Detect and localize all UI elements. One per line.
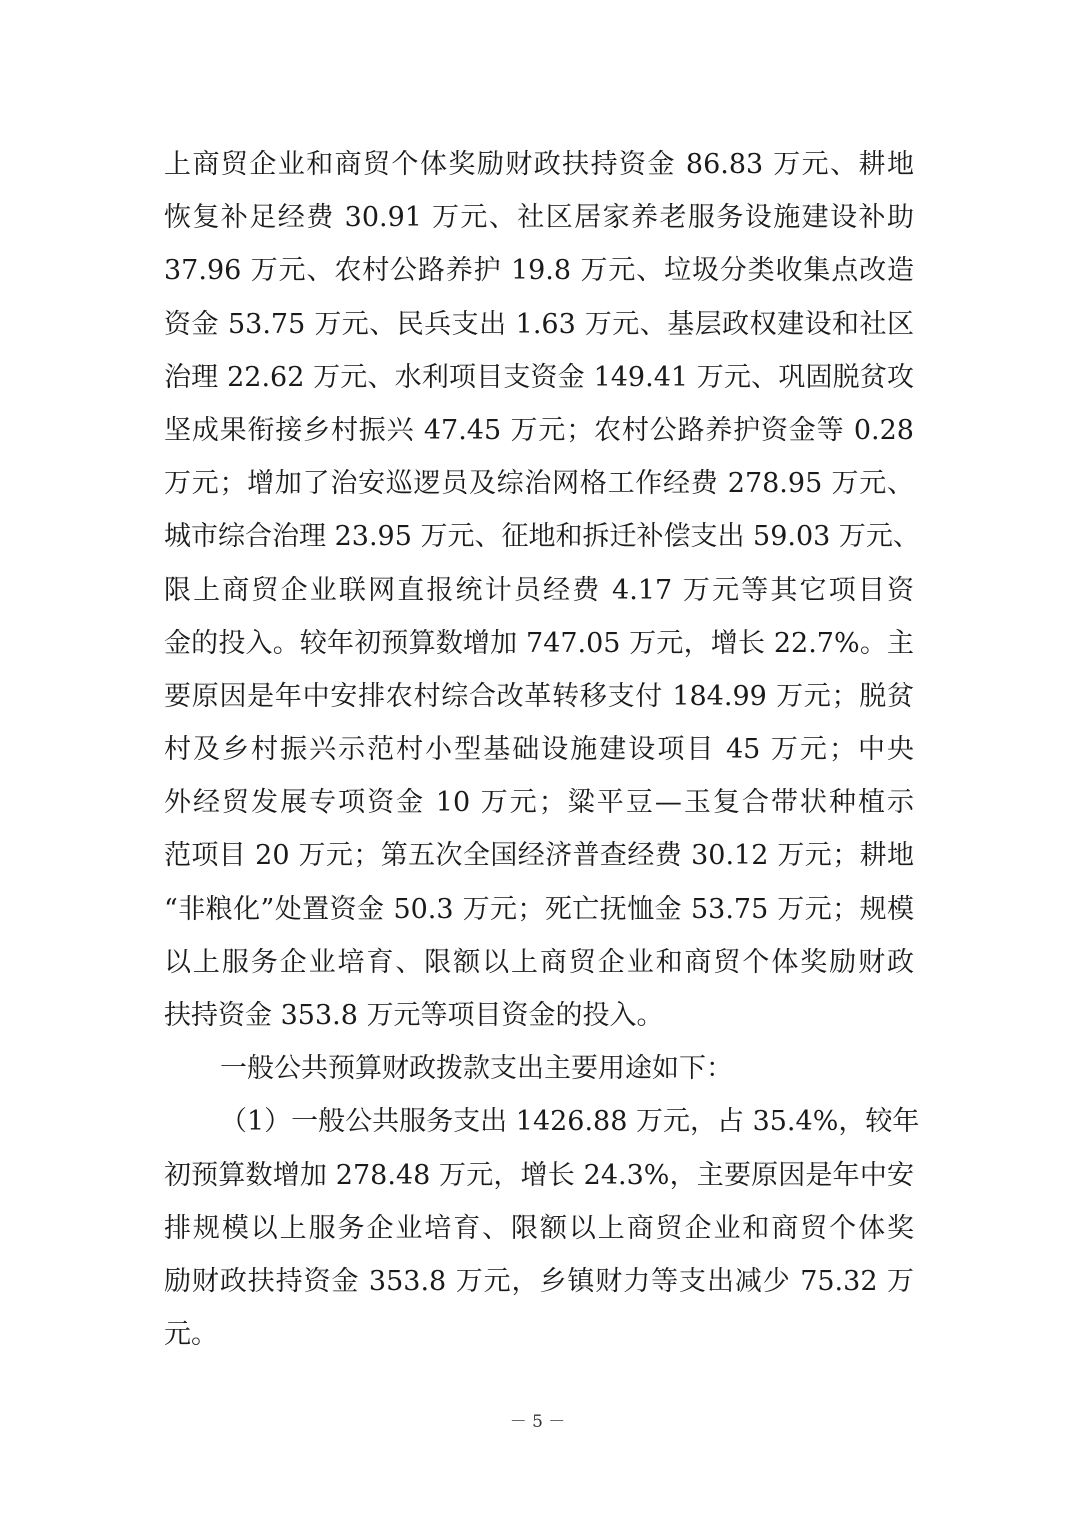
text-line: 金的投入。较年初预算数增加 747.05 万元，增长 22.7%。主 xyxy=(164,627,914,659)
page-number: － 5 － xyxy=(509,1412,566,1432)
text-line: 励财政扶持资金 353.8 万元，乡镇财力等支出减少 75.32 万 xyxy=(164,1265,914,1297)
text-line: 村及乡村振兴示范村小型基础设施建设项目 45 万元；中央 xyxy=(164,734,914,766)
text-line: 外经贸发展专项资金 10 万元；粱平豆—玉复合带状种植示 xyxy=(164,787,914,819)
body-text xyxy=(164,138,920,1361)
text-line: “非粮化”处置资金 50.3 万元；死亡抚恤金 53.75 万元；规模 xyxy=(164,893,914,925)
text-line: （1）一般公共服务支出 1426.88 万元，占 35.4%，较年 xyxy=(220,1106,920,1138)
text-line: 治理 22.62 万元、水利项目支资金 149.41 万元、巩固脱贫攻 xyxy=(164,361,914,393)
text-line: 37.96 万元、农村公路养护 19.8 万元、垃圾分类收集点改造 xyxy=(164,255,914,287)
text-line: 资金 53.75 万元、民兵支出 1.63 万元、基层政权建设和社区 xyxy=(164,308,914,340)
text-line: 城市综合治理 23.95 万元、征地和拆迁补偿支出 59.03 万元、 xyxy=(164,521,920,553)
text-line: 以上服务企业培育、限额以上商贸企业和商贸个体奖励财政 xyxy=(164,946,914,978)
text-line: 范项目 20 万元；第五次全国经济普查经费 30.12 万元；耕地 xyxy=(164,840,914,872)
text-line: 要原因是年中安排农村综合改革转移支付 184.99 万元；脱贫 xyxy=(164,680,914,712)
text-line: 上商贸企业和商贸个体奖励财政扶持资金 86.83 万元、耕地 xyxy=(164,149,914,180)
text-line: 坚成果衔接乡村振兴 47.45 万元；农村公路养护资金等 0.28 xyxy=(164,414,914,446)
text-line: 恢复补足经费 30.91 万元、社区居家养老服务设施建设补助 xyxy=(164,202,914,234)
section-intro: 一般公共预算财政拨款支出主要用途如下： xyxy=(220,1053,733,1085)
text-line: 初预算数增加 278.48 万元，增长 24.3%，主要原因是年中安 xyxy=(164,1159,914,1191)
text-line: 排规模以上服务企业培育、限额以上商贸企业和商贸个体奖 xyxy=(164,1212,914,1244)
text-line: 限上商贸企业联网直报统计员经费 4.17 万元等其它项目资 xyxy=(164,574,914,606)
text-line: 元。 xyxy=(164,1319,218,1351)
text-line: 扶持资金 353.8 万元等项目资金的投入。 xyxy=(164,1000,664,1031)
text-line: 万元；增加了治安巡逻员及综治网格工作经费 278.95 万元、 xyxy=(164,468,914,500)
